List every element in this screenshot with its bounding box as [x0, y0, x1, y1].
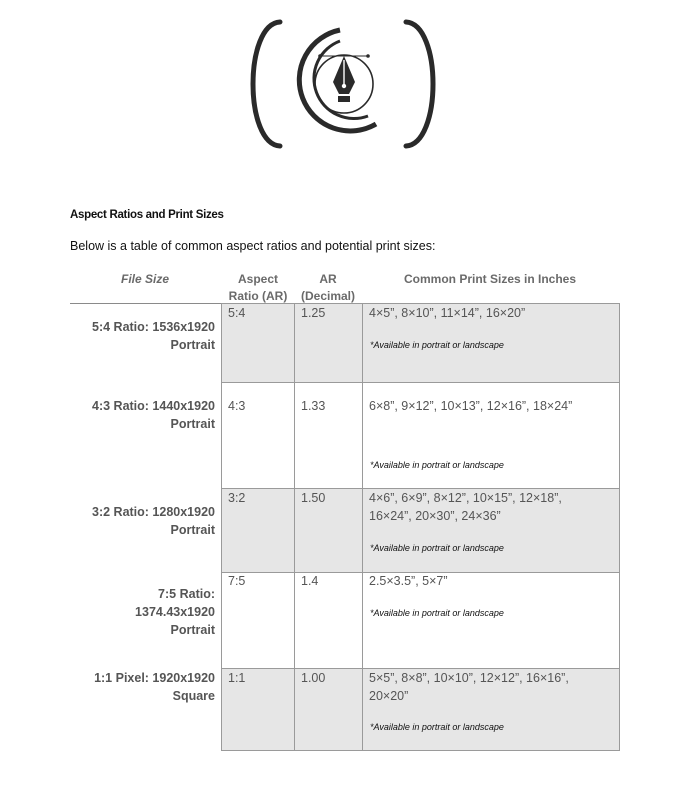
header-print-sizes: Common Print Sizes in Inches	[403, 272, 577, 286]
print-sizes-cell: 5×5”, 8×8”, 10×10”, 12×12”, 16×16”, 20×20”	[369, 671, 569, 703]
ar-cell: 1.4	[301, 574, 319, 588]
intro-text: Below is a table of common aspect ratios and potential print sizes:	[70, 239, 436, 253]
file-size-row-4: 7:5 Ratio: 1374.43x1920 Portrait	[135, 587, 215, 637]
print-sizes-cell: 2.5×3.5”, 5×7”	[369, 574, 448, 588]
table-top-rule	[70, 303, 221, 304]
print-sizes-cell: 4×5”, 8×10”, 11×14”, 16×20”	[369, 306, 526, 320]
aspect-cell: 3:2	[228, 491, 246, 505]
print-sizes-cell: 4×6”, 6×9”, 8×12”, 10×15”, 12×18”, 16×24”, 20×30”, 24×36”	[369, 491, 562, 523]
orientation-note: *Available in portrait or landscape	[370, 340, 504, 350]
ar-cell: 1.50	[301, 491, 326, 505]
aspect-cell: 7:5	[228, 574, 246, 588]
file-size-row-3: 3:2 Ratio: 1280x1920 Portrait	[92, 505, 215, 537]
aspect-cell: 1:1	[228, 671, 246, 685]
file-size-row-1: 5:4 Ratio: 1536x1920 Portrait	[92, 320, 215, 352]
section-heading: Aspect Ratios and Print Sizes	[70, 209, 224, 221]
aspect-cell: 5:4	[228, 306, 246, 320]
aspect-cell: 4:3	[228, 399, 246, 413]
orientation-note: *Available in portrait or landscape	[370, 608, 504, 618]
print-sizes-cell: 6×8”, 9×12”, 10×13”, 12×16”, 18×24”	[369, 399, 573, 413]
header-file-size: File Size	[120, 272, 170, 286]
ar-cell: 1.00	[301, 671, 326, 685]
header-ar-decimal: AR (Decimal)	[300, 272, 356, 303]
orientation-note: *Available in portrait or landscape	[370, 722, 504, 732]
file-size-row-5: 1:1 Pixel: 1920x1920 Square	[94, 671, 215, 703]
ar-cell: 1.33	[301, 399, 326, 413]
pen-nib-logo	[240, 14, 446, 154]
orientation-note: *Available in portrait or landscape	[370, 460, 504, 470]
header-aspect-ratio: Aspect Ratio (AR)	[228, 272, 288, 303]
print-sizes-table	[221, 303, 620, 751]
fountain-pen-nib-icon	[333, 56, 355, 102]
ar-cell: 1.25	[301, 306, 326, 320]
orientation-note: *Available in portrait or landscape	[370, 543, 504, 553]
file-size-row-2: 4:3 Ratio: 1440x1920 Portrait	[92, 399, 215, 431]
